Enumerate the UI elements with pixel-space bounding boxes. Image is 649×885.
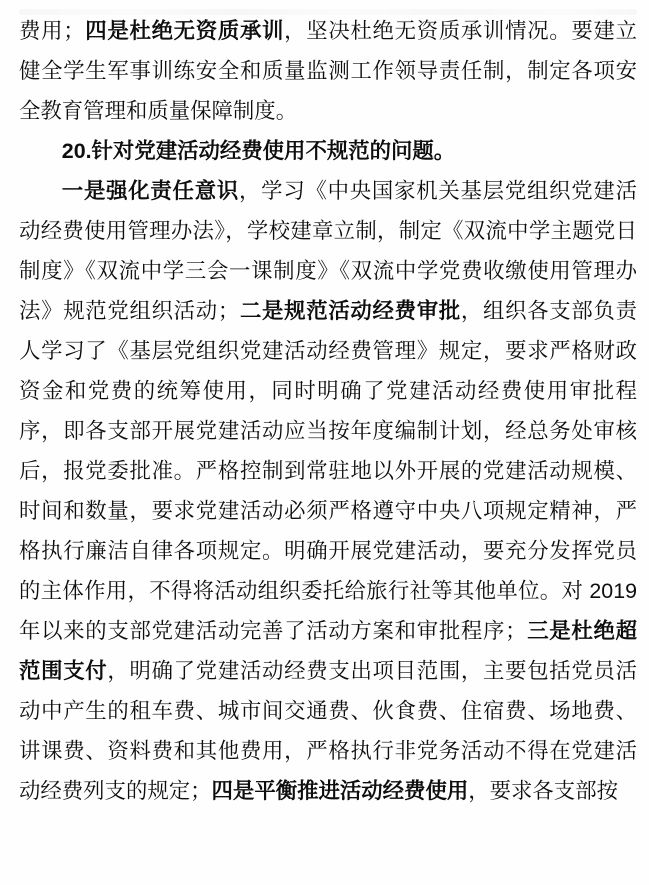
text-run: 费用； (19, 19, 85, 43)
document-body (19, 11, 637, 811)
paragraph-heading-20 (19, 131, 637, 171)
text-run: ，明确了党建活动经费支出项目范围，主要包括党员活动中产生的租车费、城市间交通费、伙食费、住宿费、场地费、讲课费、资料费和其他费用，严格执行非党务活动不得在党建活动经费列支的规定； (19, 659, 637, 803)
bold-text-run: 三是杜绝超范围支付 (19, 619, 637, 683)
bold-text-run: 20.针对党建活动经费使用不规范的问题。 (61, 139, 456, 163)
text-run: ，学习《中央国家机关基层党组织党建活动经费使用管理办法》，学校建章立制，制定《双流中学主题党日制度》《双流中学三会一课制度》《双流中学党费收缴使用管理办法》规范党组织活动； (19, 179, 637, 323)
bold-text-run: 四是杜绝无资质承训 (84, 19, 285, 43)
paragraph-measures (19, 171, 637, 811)
bold-text-run: 二是规范活动经费审批 (239, 299, 461, 323)
bold-text-run: 四是平衡推进活动经费使用 (211, 779, 469, 803)
bold-text-run: 一是强化责任意识 (61, 179, 240, 203)
text-run: ，坚决杜绝无资质承训情况。要建立健全学生军事训练安全和质量监测工作领导责任制，制定各项安全教育管理和质量保障制度。 (19, 19, 637, 123)
paragraph-continuation (19, 11, 637, 131)
text-run: ，要求各支部按 (468, 779, 618, 803)
text-run: ，组织各支部负责人学习了《基层党组织党建活动经费管理》规定，要求严格财政资金和党费的统筹使用，同时明确了党建活动经费使用审批程序，即各支部开展党建活动应当按年度编制计划，经总务处审核后，报党委批准。严格控制到常驻地以外开展的党建活动规模、时间和数量，要求党建活动必须严格遵守中央八项规定精神，严格执行廉洁自律各项规定。明确开展党建活动，要充分发挥党员的主体作用，不得将活动组织委托给旅行社等其他单位。对 2019 年以来的支部党建活动完善了活动方案和审批程序； (19, 299, 637, 643)
